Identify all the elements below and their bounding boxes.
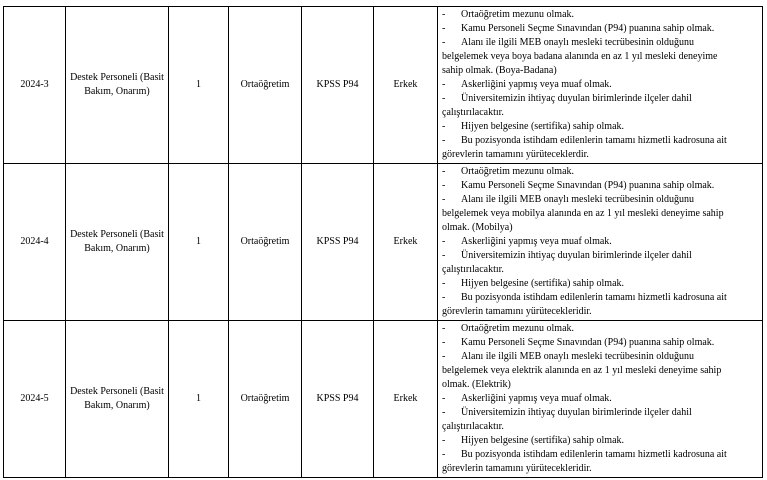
position-code: 2024-4 <box>4 164 66 321</box>
requirement-item: - Alanı ile ilgili MEB onaylı mesleki tecrübesinin olduğunu <box>442 351 695 362</box>
requirement-item: - Ortaöğretim mezunu olmak. <box>442 166 575 177</box>
requirement-continuation: görevlerin tamamını yürütecekleridir. <box>442 463 592 474</box>
requirement-continuation: olmak. (Elektrik) <box>442 379 511 390</box>
requirement-item: - Bu pozisyonda istihdam edilenlerin tamamı hizmetli kadrosuna ait <box>442 449 727 460</box>
position-count: 1 <box>169 321 229 478</box>
requirement-item: - Kamu Personeli Seçme Sınavından (P94) puanına sahip olmak. <box>442 180 715 191</box>
requirements-list <box>438 7 763 164</box>
requirement-item: - Kamu Personeli Seçme Sınavından (P94) puanına sahip olmak. <box>442 337 715 348</box>
requirements-list <box>438 321 763 478</box>
requirement-item: - Askerliğini yapmış veya muaf olmak. <box>442 236 612 247</box>
position-code: 2024-3 <box>4 7 66 164</box>
requirement-item: - Üniversitemizin ihtiyaç duyulan birimlerinde ilçeler dahil <box>442 250 692 261</box>
gender: Erkek <box>374 321 438 478</box>
position-title: Destek Personeli (Basit Bakım, Onarım) <box>70 72 164 97</box>
requirement-item: - Askerliğini yapmış veya muaf olmak. <box>442 393 612 404</box>
requirement-item: - Üniversitemizin ihtiyaç duyulan birimlerinde ilçeler dahil <box>442 407 692 418</box>
requirement-continuation: belgelemek veya elektrik alanında en az 1 yıl mesleki deneyime sahip <box>442 365 722 376</box>
requirement-continuation: olmak. (Mobilya) <box>442 222 513 233</box>
position-title: Destek Personeli (Basit Bakım, Onarım) <box>70 386 164 411</box>
requirement-continuation: çalıştırılacaktır. <box>442 107 504 118</box>
requirement-continuation: belgelemek veya mobilya alanında en az 1 yıl mesleki deneyime sahip <box>442 208 724 219</box>
exam-score-type: KPSS P94 <box>302 164 374 321</box>
requirement-continuation: çalıştırılacaktır. <box>442 264 504 275</box>
requirement-item: - Alanı ile ilgili MEB onaylı mesleki tecrübesinin olduğunu <box>442 37 695 48</box>
gender: Erkek <box>374 164 438 321</box>
requirement-item: - Ortaöğretim mezunu olmak. <box>442 323 575 334</box>
exam-score-type: KPSS P94 <box>302 7 374 164</box>
requirement-item: - Bu pozisyonda istihdam edilenlerin tamamı hizmetli kadrosuna ait <box>442 135 727 146</box>
requirement-item: - Hijyen belgesine (sertifika) sahip olmak. <box>442 121 625 132</box>
requirement-continuation: sahip olmak. (Boya-Badana) <box>442 65 557 76</box>
requirement-continuation: çalıştırılacaktır. <box>442 421 504 432</box>
table-row <box>4 321 763 478</box>
requirement-item: - Bu pozisyonda istihdam edilenlerin tamamı hizmetli kadrosuna ait <box>442 292 727 303</box>
exam-score-type: KPSS P94 <box>302 321 374 478</box>
position-title: Destek Personeli (Basit Bakım, Onarım) <box>70 229 164 254</box>
requirement-item: - Hijyen belgesine (sertifika) sahip olmak. <box>442 435 625 446</box>
requirement-item: - Alanı ile ilgili MEB onaylı mesleki tecrübesinin olduğunu <box>442 194 695 205</box>
positions-table <box>3 6 763 478</box>
requirement-continuation: görevlerin tamamını yürüteceklerdir. <box>442 149 589 160</box>
education-level: Ortaöğretim <box>229 7 302 164</box>
requirement-continuation: belgelemek veya boya badana alanında en az 1 yıl mesleki deneyime <box>442 51 718 62</box>
gender: Erkek <box>374 7 438 164</box>
requirement-item: - Ortaöğretim mezunu olmak. <box>442 9 575 20</box>
position-count: 1 <box>169 164 229 321</box>
requirements-list <box>438 164 763 321</box>
requirement-item: - Askerliğini yapmış veya muaf olmak. <box>442 79 612 90</box>
table-row <box>4 164 763 321</box>
education-level: Ortaöğretim <box>229 321 302 478</box>
table-row <box>4 7 763 164</box>
requirement-continuation: görevlerin tamamını yürütecekleridir. <box>442 306 592 317</box>
position-code: 2024-5 <box>4 321 66 478</box>
requirement-item: - Hijyen belgesine (sertifika) sahip olmak. <box>442 278 625 289</box>
requirement-item: - Üniversitemizin ihtiyaç duyulan birimlerinde ilçeler dahil <box>442 93 692 104</box>
position-count: 1 <box>169 7 229 164</box>
requirement-item: - Kamu Personeli Seçme Sınavından (P94) puanına sahip olmak. <box>442 23 715 34</box>
education-level: Ortaöğretim <box>229 164 302 321</box>
